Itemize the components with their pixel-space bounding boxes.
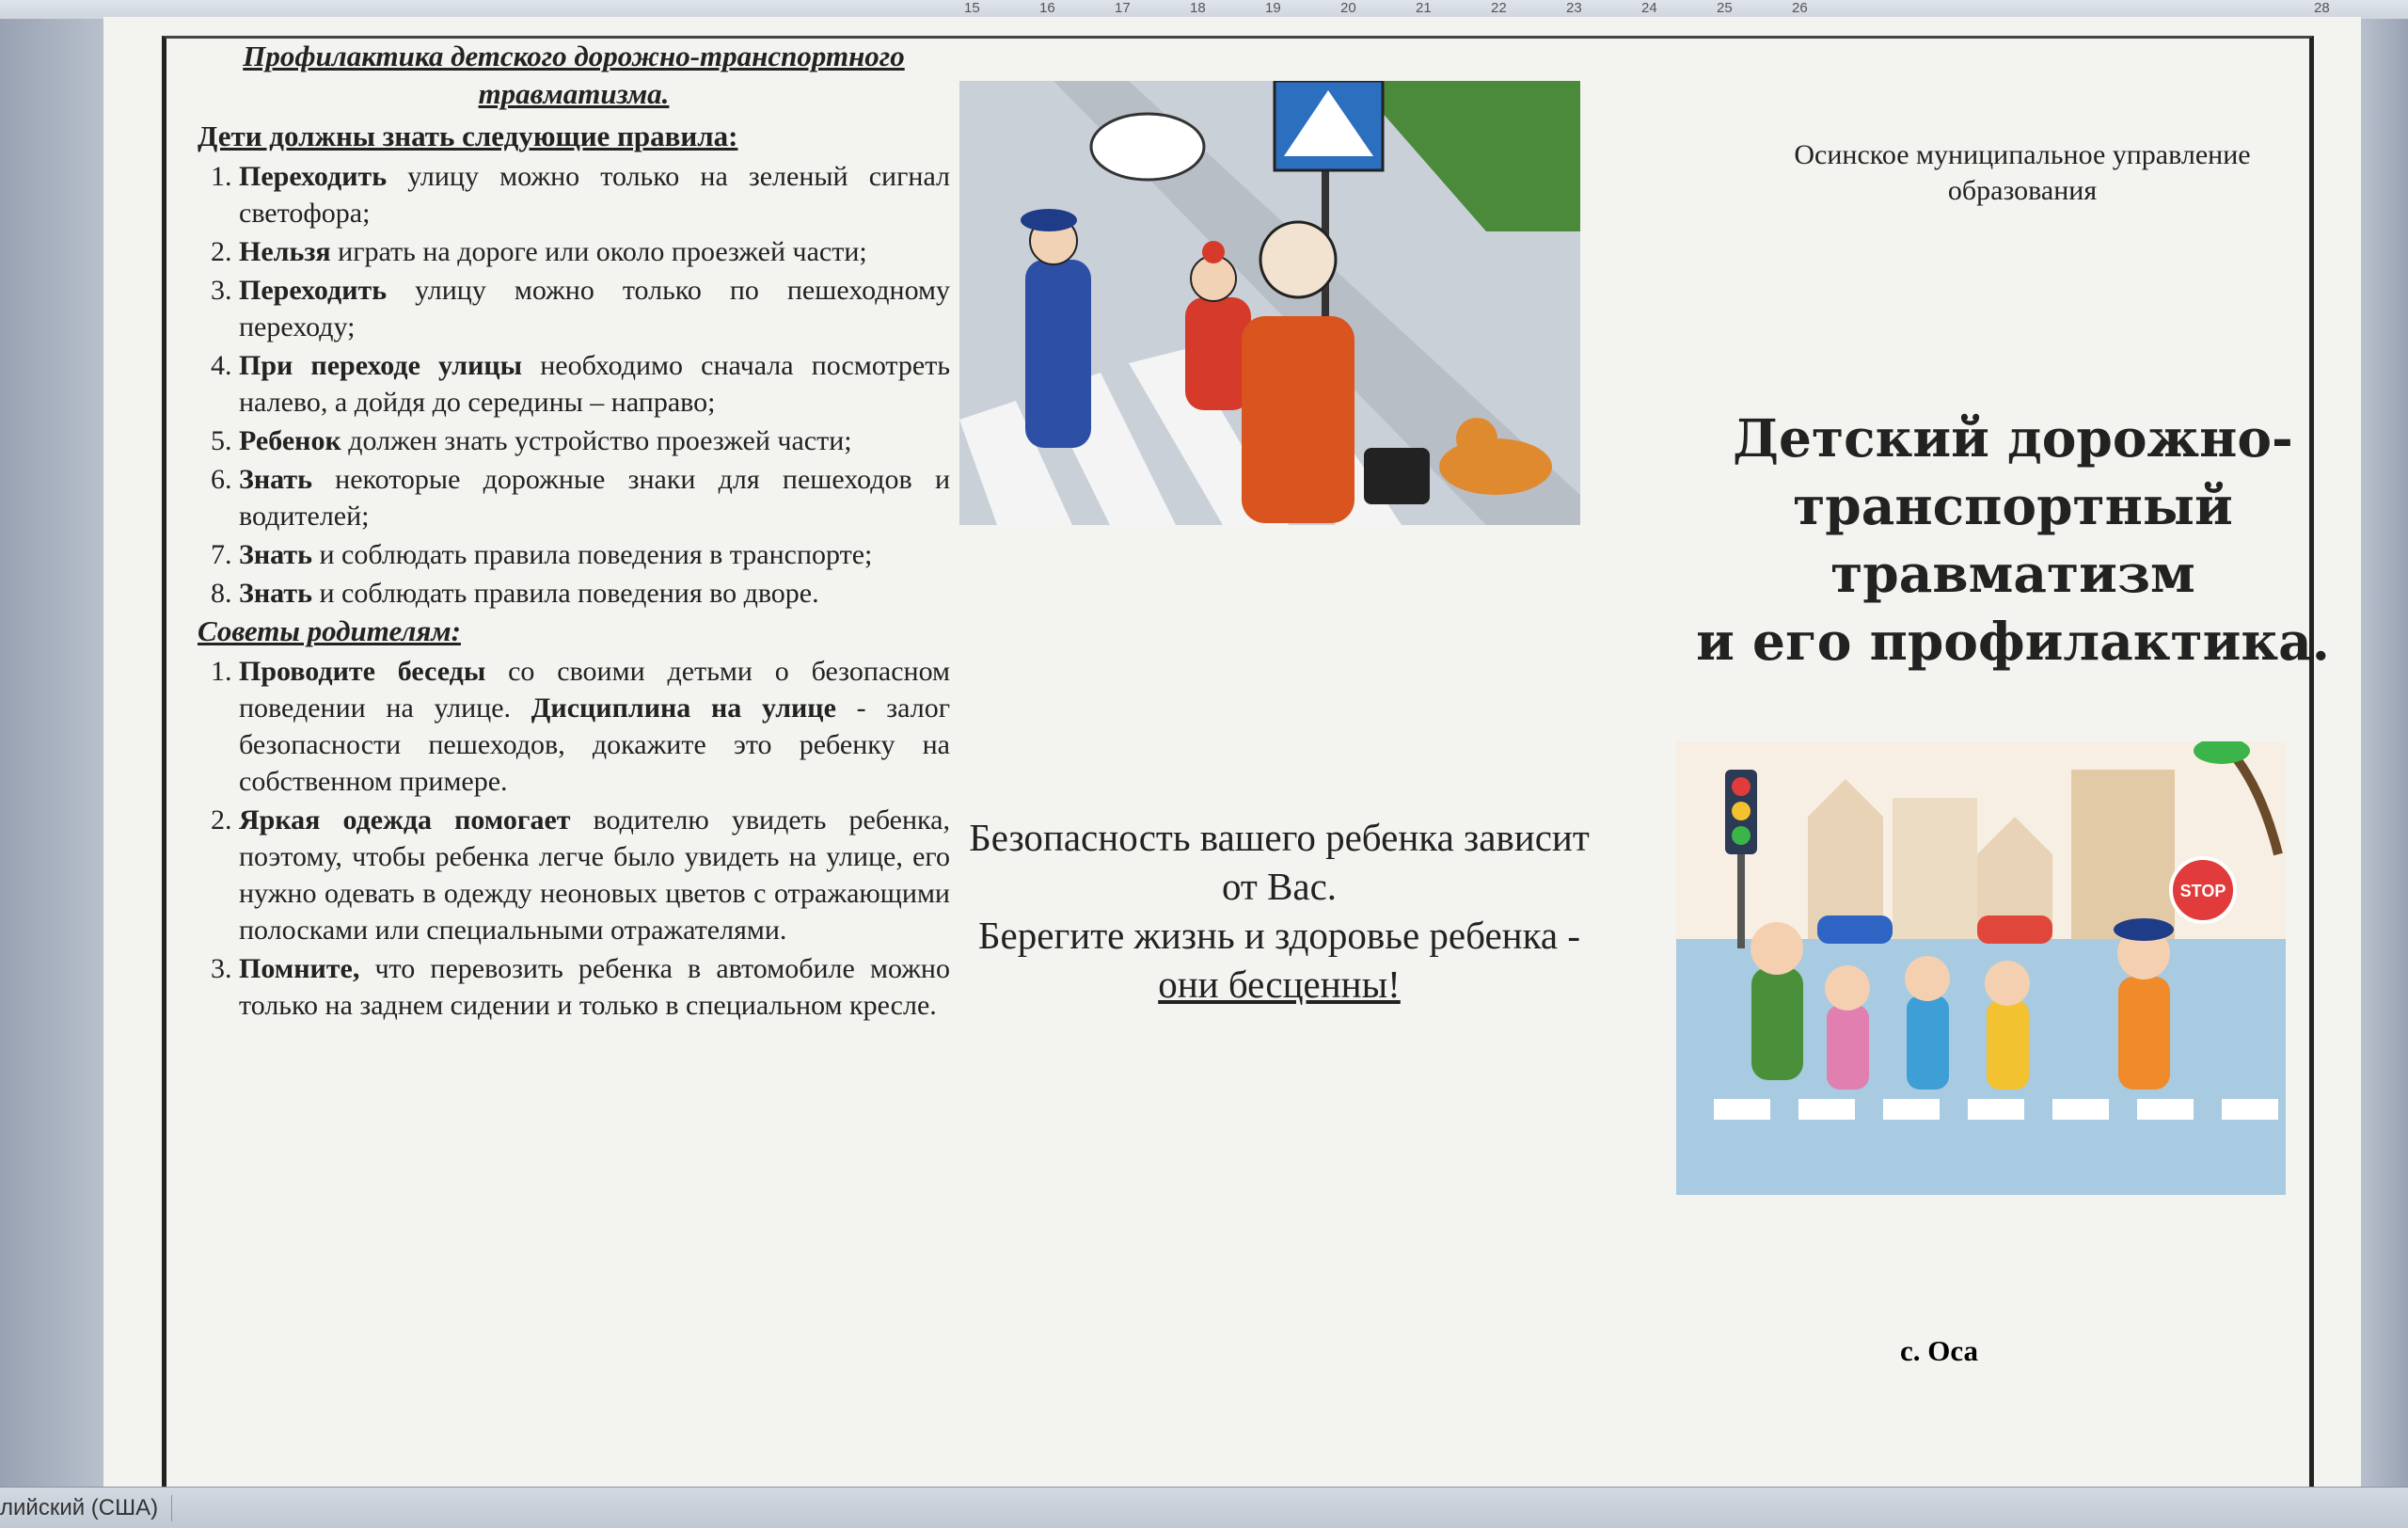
list-item: 2. Нельзя играть на дороге или около проезжей части; bbox=[239, 233, 950, 270]
ruler-number: 20 bbox=[1340, 0, 1356, 16]
list-item: 8. Знать и соблюдать правила поведения во дворе. bbox=[239, 575, 950, 612]
list-item: 7. Знать и соблюдать правила поведения в транспорте; bbox=[239, 536, 950, 573]
advice-list bbox=[198, 653, 950, 1024]
list-item: 1. Переходить улицу можно только на зеленый сигнал светофора; bbox=[239, 158, 950, 231]
list-item: 4. При переходе улицы необходимо сначала посмотреть налево, а дойдя до середины – направо; bbox=[239, 347, 950, 421]
children-crossing-illustration bbox=[1676, 741, 2286, 1195]
list-item: 1. Проводите беседы со своими детьми о безопасном поведении на улице. Дисциплина на улице - залог безопасности пешеходов, докажите это ребенку на собственном примере. bbox=[239, 653, 950, 800]
ruler-number: 15 bbox=[964, 0, 980, 16]
ruler-number: 25 bbox=[1717, 0, 1733, 16]
cover-title bbox=[1665, 405, 2361, 676]
ruler-number: 28 bbox=[2314, 0, 2330, 16]
cover-title-line: транспортный bbox=[1793, 475, 2233, 536]
cover-title-line: и его профилактика. bbox=[1696, 611, 2330, 672]
crossing-illustration bbox=[959, 81, 1580, 525]
ruler-number: 22 bbox=[1491, 0, 1507, 16]
list-item: 3. Помните, что перевозить ребенка в автомобиле можно только на заднем сидении и только в специальном кресле. bbox=[239, 950, 950, 1024]
status-bar bbox=[0, 1487, 2408, 1528]
ruler-number: 26 bbox=[1792, 0, 1808, 16]
leaflet-left-column bbox=[198, 38, 950, 1026]
crossing-illustration-svg bbox=[959, 81, 1580, 525]
cover-title-line: Детский дорожно- bbox=[1733, 407, 2293, 469]
ruler-number: 19 bbox=[1265, 0, 1281, 16]
slogan-line-2: Берегите жизнь и здоровье ребенка - они бесценны! bbox=[978, 914, 1580, 1006]
ruler-number: 24 bbox=[1641, 0, 1657, 16]
ruler-number: 17 bbox=[1115, 0, 1131, 16]
document-background-right bbox=[2361, 19, 2408, 1487]
safety-slogan bbox=[959, 813, 1599, 1009]
ruler-number: 21 bbox=[1416, 0, 1432, 16]
children-crossing-svg bbox=[1676, 741, 2286, 1195]
stop-sign-text: STOP bbox=[2179, 882, 2226, 900]
ruler-number: 16 bbox=[1039, 0, 1055, 16]
rules-list bbox=[198, 158, 950, 612]
slogan-emphasis: они бесценны! bbox=[1158, 963, 1401, 1006]
list-item: 3. Переходить улицу можно только по пешеходному переходу; bbox=[239, 272, 950, 345]
list-item: 6. Знать некоторые дорожные знаки для пешеходов и водителей; bbox=[239, 461, 950, 534]
place-name: с. Оса bbox=[1900, 1334, 1979, 1367]
rules-heading: Дети должны знать следующие правила: bbox=[198, 119, 738, 152]
document-background-left bbox=[0, 19, 103, 1487]
slogan-line-1: Безопасность вашего ребенка зависит от Вас. bbox=[969, 816, 1590, 908]
organization-name: Осинское муниципальное управление образования bbox=[1794, 139, 2251, 206]
ruler-number: 23 bbox=[1566, 0, 1582, 16]
language-indicator[interactable]: лийский (США) bbox=[0, 1495, 172, 1521]
cover-title-line: травматизм bbox=[1830, 543, 2195, 604]
list-item: 5. Ребенок должен знать устройство проезжей части; bbox=[239, 422, 950, 459]
ruler-number: 18 bbox=[1190, 0, 1206, 16]
prevention-title: Профилактика детского дорожно-транспортного травматизма. bbox=[243, 40, 905, 110]
list-item: 2. Яркая одежда помогает водителю увидеть ребенка, поэтому, чтобы ребенка легче было увидеть на улице, его нужно одевать в одежду неоновых цветов с отражающими полосками или специальными отражателями. bbox=[239, 802, 950, 948]
document-page[interactable] bbox=[103, 17, 2361, 1487]
advice-heading: Советы родителям: bbox=[198, 614, 461, 647]
